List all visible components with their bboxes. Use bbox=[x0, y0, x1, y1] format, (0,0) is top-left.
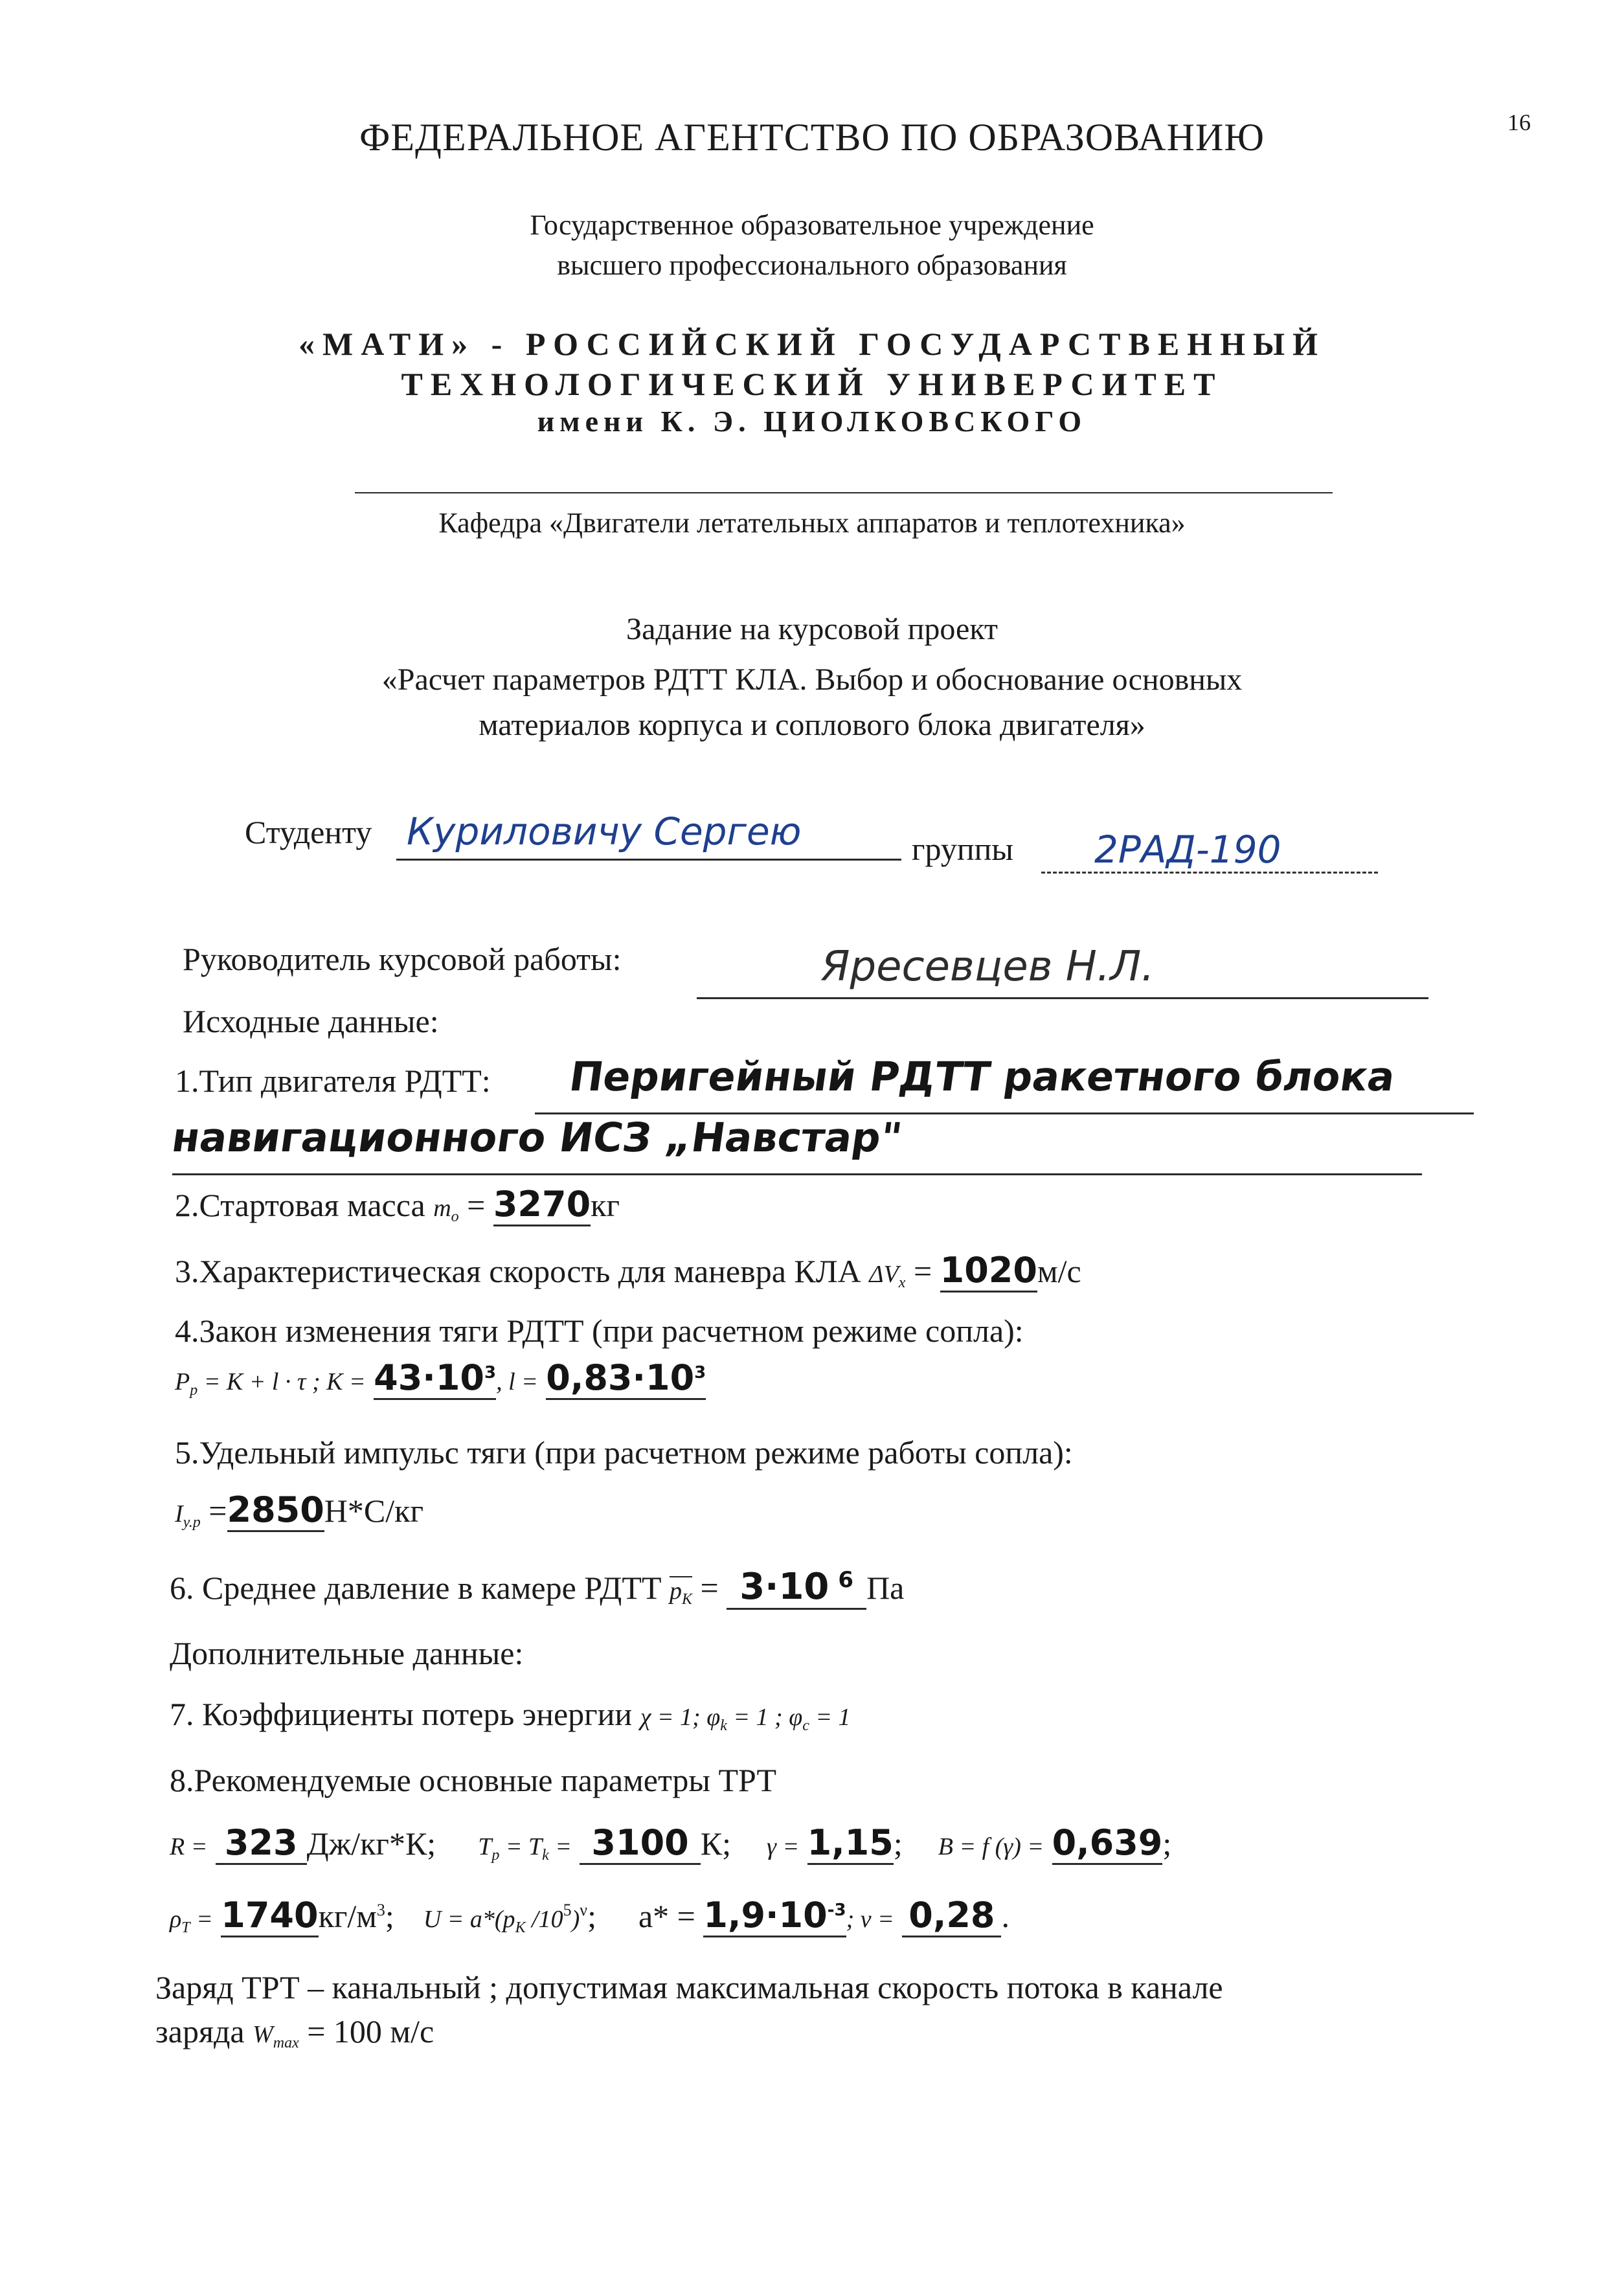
max-velocity-sub: max bbox=[273, 2035, 299, 2051]
charge-line-1: Заряд ТРТ – канальный ; допустимая максимальная скорость потока в канале bbox=[155, 1969, 1223, 2005]
char-velocity-value: 1020 bbox=[940, 1250, 1037, 1293]
institution-line-2: высшего профессионального образования bbox=[557, 249, 1067, 281]
loss-coeffs-formula: χ = 1; φ bbox=[640, 1704, 721, 1731]
density-value: 1740 bbox=[221, 1895, 318, 1937]
a-coeff-value bbox=[703, 1895, 846, 1937]
agency-title: ФЕДЕРАЛЬНОЕ АГЕНТСТВО ПО ОБРАЗОВАНИЮ bbox=[359, 116, 1265, 159]
thrust-formula-symbol: P bbox=[175, 1368, 190, 1395]
student-name-underline bbox=[396, 859, 901, 861]
thrust-l-mantissa: 0,83·10 bbox=[546, 1357, 695, 1398]
start-mass-symbol-sub: o bbox=[451, 1208, 459, 1225]
char-velocity-eq: = bbox=[913, 1253, 932, 1289]
gas-constant-value: 323 bbox=[216, 1822, 307, 1865]
density-symbol-sub: T bbox=[181, 1919, 190, 1936]
start-mass-label: 2.Стартовая масса bbox=[175, 1187, 425, 1223]
temp-symbol-k-sub: k bbox=[542, 1847, 549, 1864]
temp-symbol-k: = T bbox=[499, 1833, 543, 1860]
density-symbol: ρ bbox=[170, 1906, 182, 1933]
thrust-l-value bbox=[546, 1357, 706, 1400]
a-coeff-mantissa: 1,9·10 bbox=[703, 1895, 828, 1936]
thrust-formula-sub: p bbox=[190, 1382, 198, 1399]
supervisor-underline bbox=[697, 997, 1428, 999]
nu-end: . bbox=[1001, 1898, 1009, 1934]
university-line-1: «МАТИ» - РОССИЙСКИЙ ГОСУДАРСТВЕННЫЙ bbox=[299, 326, 1325, 362]
recommended-label: 8.Рекомендуемые основные параметры ТРТ bbox=[170, 1762, 777, 1798]
burn-rate-sub: K bbox=[515, 1919, 526, 1936]
group-number: 2РАД-190 bbox=[1094, 828, 1281, 872]
density-unit-exp: 3 bbox=[376, 1901, 385, 1919]
start-mass-symbol: m bbox=[433, 1195, 451, 1222]
nu-value: 0,28 bbox=[902, 1895, 1001, 1937]
supervisor-label: Руководитель курсовой работы: bbox=[183, 941, 622, 977]
gamma-value: 1,15 bbox=[807, 1822, 894, 1865]
specific-impulse-row bbox=[175, 1489, 423, 1531]
gas-constant-unit: Дж/кг*К; bbox=[306, 1825, 436, 1862]
start-mass-eq: = bbox=[467, 1187, 486, 1223]
char-velocity-unit: м/с bbox=[1037, 1253, 1081, 1289]
chamber-pressure-row bbox=[170, 1566, 904, 1609]
institution-line-1: Государственное образовательное учреждение bbox=[530, 209, 1094, 241]
charge-line-2 bbox=[155, 2013, 434, 2052]
start-mass-row bbox=[175, 1184, 620, 1226]
loss-coeffs-mid: = 1 ; φ bbox=[727, 1704, 803, 1731]
loss-coeffs-label: 7. Коэффициенты потерь энергии bbox=[170, 1696, 633, 1732]
density-unit: кг/м bbox=[318, 1898, 377, 1934]
thrust-law-label: 4.Закон изменения тяги РДТТ (при расчетном режиме сопла): bbox=[175, 1313, 1024, 1349]
university-line-2: ТЕХНОЛОГИЧЕСКИЙ УНИВЕРСИТЕТ bbox=[401, 366, 1223, 402]
specific-impulse-unit: Н*С/кг bbox=[324, 1493, 423, 1529]
student-name: Куриловичу Сергею bbox=[407, 809, 802, 853]
supervisor-signature: Яресевцев Н.Л. bbox=[821, 943, 1155, 991]
b-function-end: ; bbox=[1162, 1825, 1172, 1862]
burn-rate-formula: U = a*(p bbox=[423, 1906, 515, 1933]
temp-symbol-p-sub: p bbox=[491, 1847, 500, 1864]
thrust-law-row bbox=[175, 1357, 706, 1399]
burn-rate-close: ) bbox=[571, 1906, 580, 1933]
char-velocity-symbol: ΔV bbox=[869, 1261, 899, 1288]
loss-coeffs-c-sub: c bbox=[802, 1717, 809, 1734]
loss-coeffs-k-sub: k bbox=[720, 1717, 727, 1734]
thrust-l-label: , l = bbox=[496, 1368, 538, 1395]
thrust-k-value bbox=[374, 1357, 496, 1400]
assignment-topic-line-2: материалов корпуса и соплового блока двигателя» bbox=[479, 708, 1145, 742]
b-function-symbol: B = f (γ) = bbox=[938, 1833, 1044, 1860]
specific-impulse-label: 5.Удельный импульс тяги (при расчетном режиме работы сопла): bbox=[175, 1434, 1073, 1471]
start-mass-value: 3270 bbox=[493, 1184, 591, 1226]
specific-impulse-value: 2850 bbox=[227, 1489, 324, 1532]
chamber-pressure-value bbox=[727, 1566, 866, 1610]
additional-data-label: Дополнительные данные: bbox=[170, 1635, 524, 1671]
b-function-value: 0,639 bbox=[1052, 1822, 1163, 1865]
char-velocity-label: 3.Характеристическая скорость для маневра КЛА bbox=[175, 1253, 861, 1289]
chamber-pressure-symbol bbox=[670, 1576, 693, 1608]
student-label: Студенту bbox=[245, 814, 372, 850]
thrust-formula-rest: = K + l · τ ; K = bbox=[197, 1368, 366, 1395]
char-velocity-symbol-sub: x bbox=[898, 1274, 906, 1291]
gas-constant-symbol: R = bbox=[170, 1833, 208, 1860]
assignment-topic-line-1: «Расчет параметров РДТТ КЛА. Выбор и обоснование основных bbox=[381, 662, 1243, 697]
recommended-row-1 bbox=[170, 1822, 1171, 1864]
recommended-row-2 bbox=[170, 1895, 1009, 1937]
loss-coeffs-row bbox=[170, 1695, 851, 1735]
start-mass-unit: кг bbox=[591, 1187, 620, 1223]
chamber-pressure-mantissa: 3·10 bbox=[739, 1566, 829, 1608]
source-data-label: Исходные данные: bbox=[183, 1003, 439, 1039]
specific-impulse-symbol-sub: у.р bbox=[183, 1514, 201, 1531]
density-eq: = bbox=[190, 1906, 213, 1933]
a-coeff-symbol: a* = bbox=[638, 1898, 695, 1934]
chamber-pressure-exponent: 6 bbox=[838, 1567, 854, 1593]
thrust-k-exponent: 3 bbox=[484, 1363, 497, 1383]
engine-type-value-1: Перигейный РДТТ ракетного блока bbox=[566, 1053, 1399, 1100]
a-coeff-exponent: -3 bbox=[827, 1901, 846, 1920]
specific-impulse-symbol: I bbox=[175, 1500, 183, 1528]
group-label: группы bbox=[912, 831, 1013, 867]
nu-symbol: ; ν = bbox=[846, 1906, 894, 1933]
university-line-3: имени К. Э. ЦИОЛКОВСКОГО bbox=[537, 405, 1087, 438]
burn-rate-end: ; bbox=[587, 1898, 596, 1934]
max-velocity-symbol: W bbox=[253, 2021, 273, 2048]
density-end: ; bbox=[385, 1898, 394, 1934]
temp-symbol-p: T bbox=[478, 1833, 492, 1860]
temperature-unit: К; bbox=[700, 1825, 731, 1862]
charge-line-2-prefix: заряда bbox=[155, 2013, 245, 2049]
loss-coeffs-end: = 1 bbox=[809, 1704, 851, 1731]
chamber-pressure-unit: Па bbox=[866, 1570, 905, 1606]
gamma-end: ; bbox=[893, 1825, 903, 1862]
engine-type-value-2: навигационного ИСЗ „Навстар" bbox=[168, 1114, 905, 1161]
engine-type-underline-2 bbox=[172, 1173, 1422, 1175]
assignment-title: Задание на курсовой проект bbox=[626, 612, 998, 646]
gamma-symbol: γ = bbox=[766, 1833, 800, 1860]
department-name: Кафедра «Двигатели летательных аппаратов и теплотехника» bbox=[438, 507, 1186, 539]
chamber-pressure-label: 6. Среднее давление в камере РДТТ bbox=[170, 1570, 662, 1606]
burn-rate-rest: /10 bbox=[525, 1906, 563, 1933]
max-velocity-value: = 100 м/с bbox=[299, 2013, 434, 2049]
temp-eq: = bbox=[548, 1833, 572, 1860]
burn-rate-power: ν bbox=[580, 1901, 588, 1919]
group-underline bbox=[1041, 872, 1378, 874]
chamber-pressure-symbol-sub: K bbox=[682, 1591, 693, 1608]
engine-type-label: 1.Тип двигателя РДТТ: bbox=[175, 1063, 491, 1099]
burn-rate-exp: 5 bbox=[563, 1901, 572, 1919]
specific-impulse-eq: = bbox=[209, 1493, 227, 1529]
char-velocity-row bbox=[175, 1250, 1081, 1292]
chamber-pressure-eq: = bbox=[700, 1570, 719, 1606]
header-divider bbox=[355, 492, 1333, 493]
page-number: 16 bbox=[1507, 109, 1531, 135]
temperature-value: 3100 bbox=[580, 1822, 700, 1865]
thrust-l-exponent: 3 bbox=[694, 1363, 706, 1383]
chamber-pressure-symbol-main: p bbox=[670, 1577, 682, 1605]
thrust-k-mantissa: 43·10 bbox=[374, 1357, 484, 1398]
